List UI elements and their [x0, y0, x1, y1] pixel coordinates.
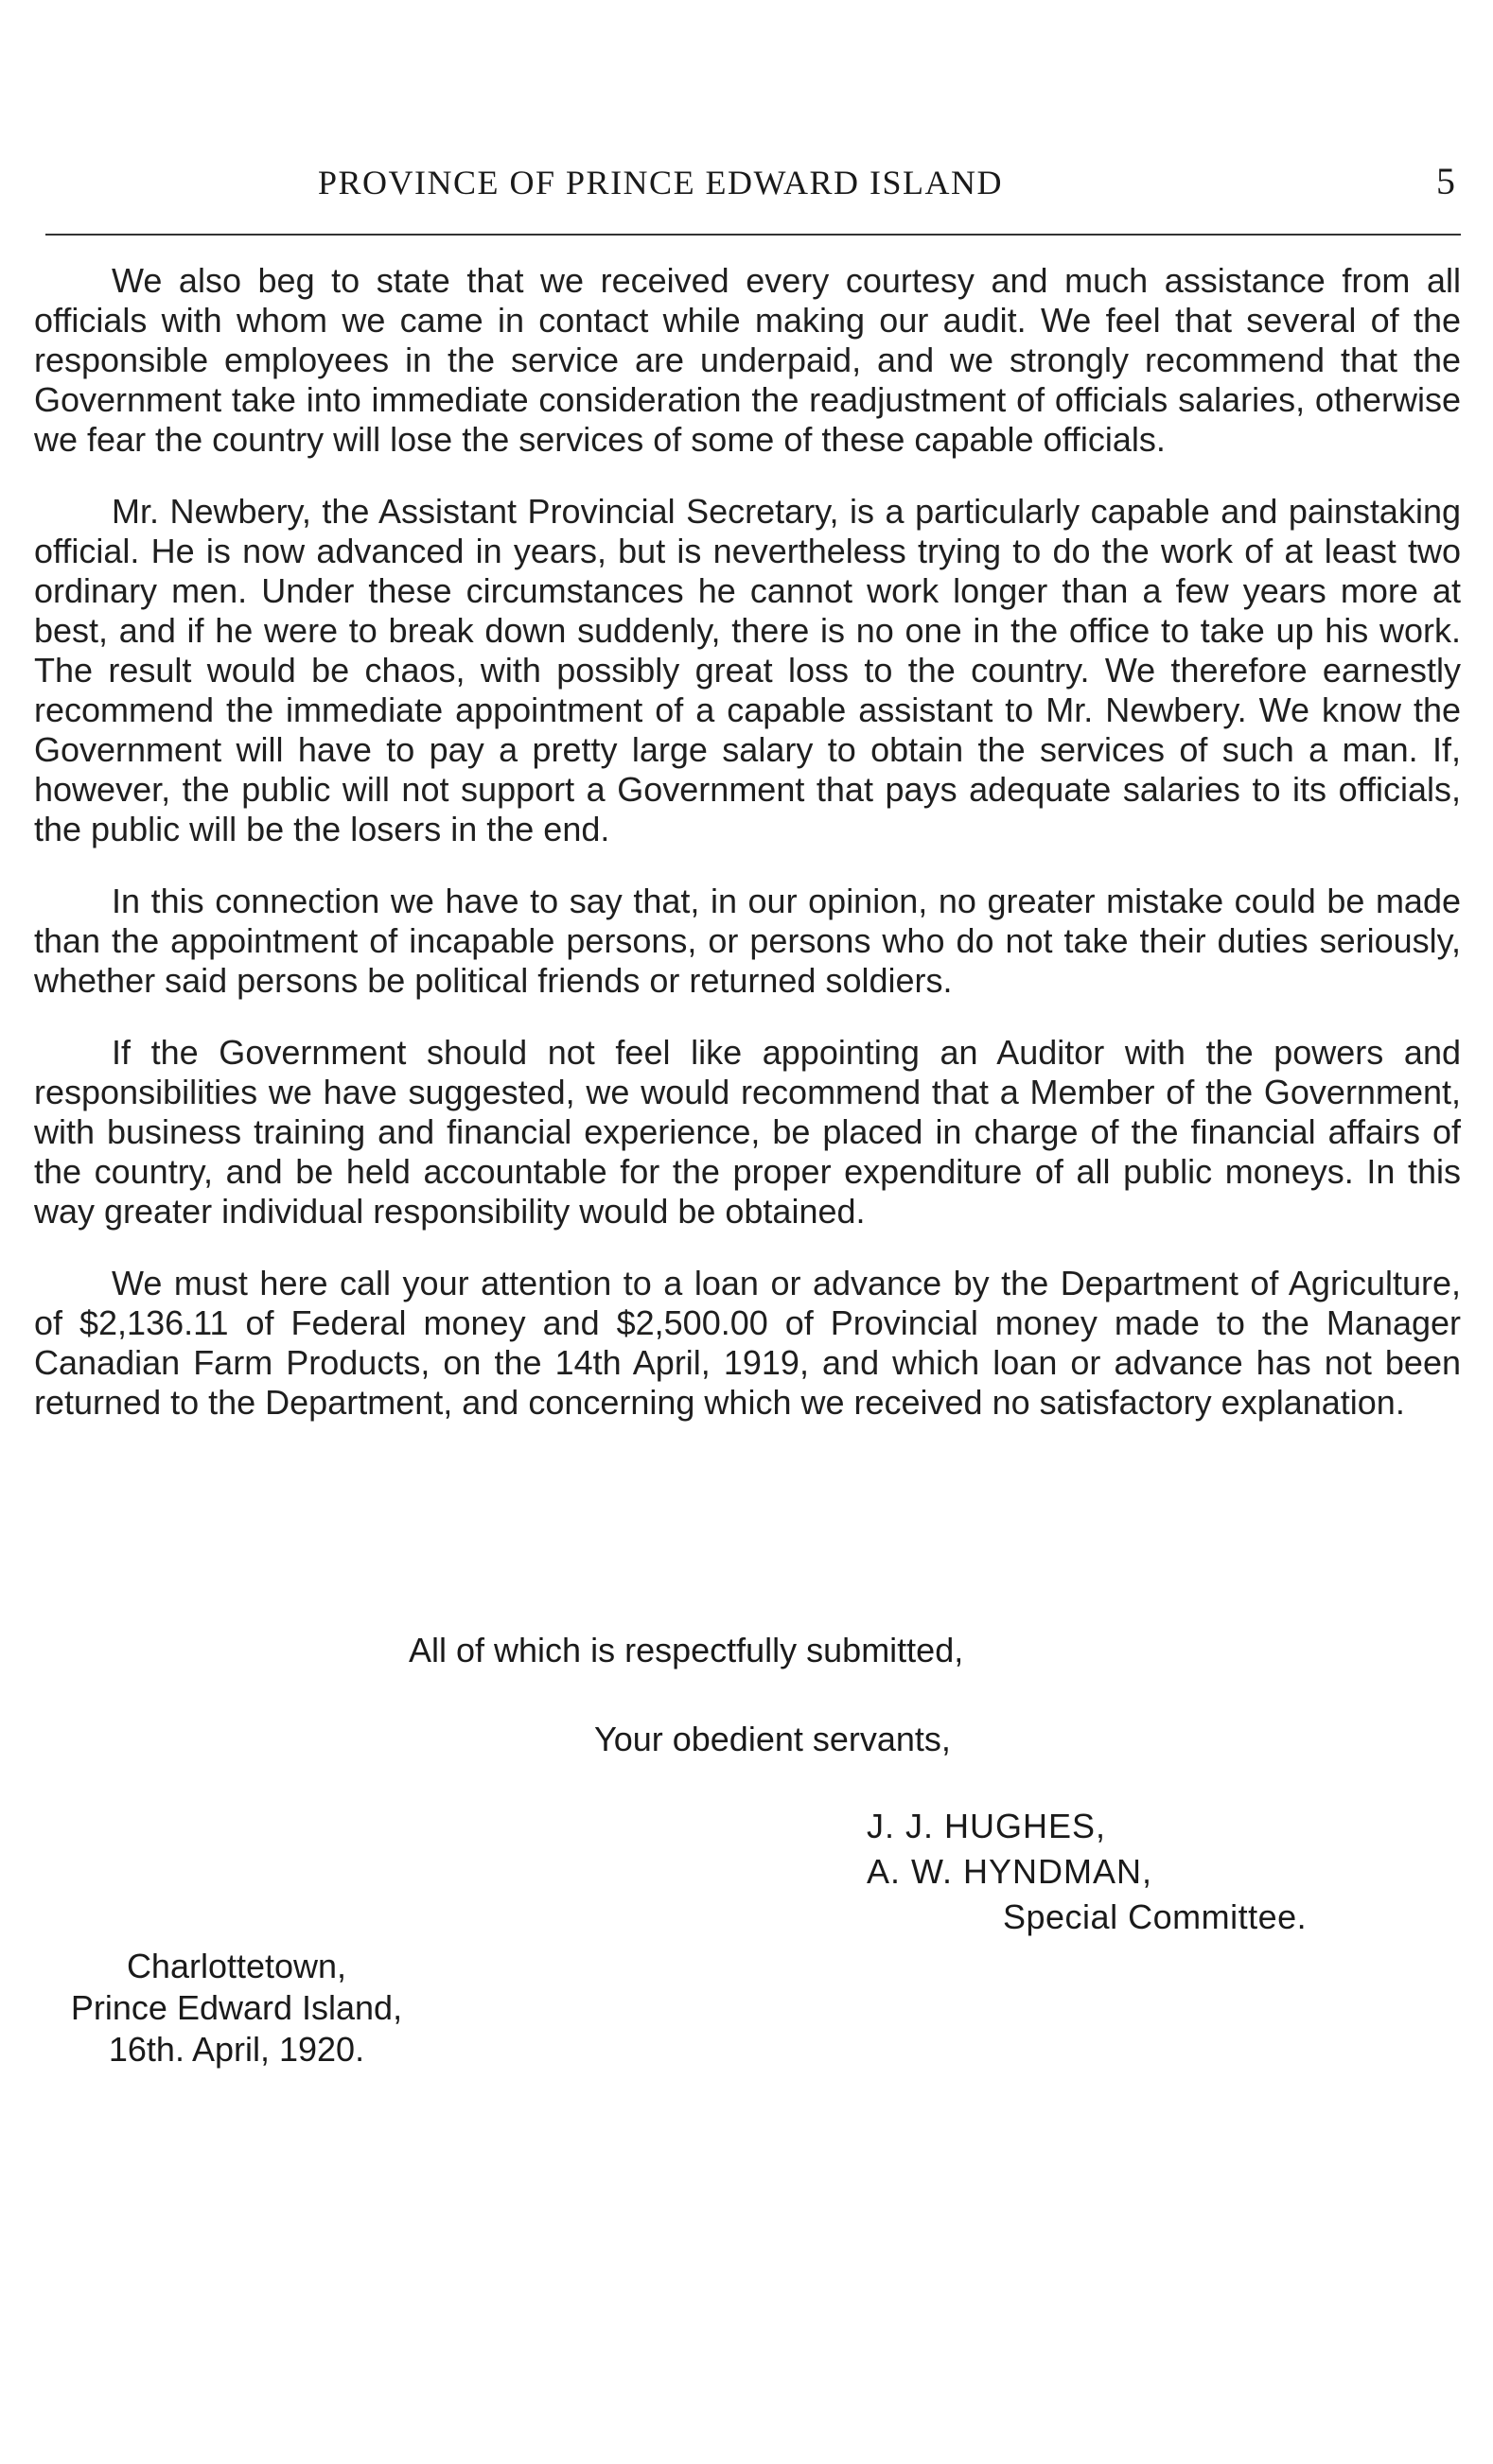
document-date: 16th. April, 1920. [108, 2030, 365, 2069]
running-title: PROVINCE OF PRINCE EDWARD ISLAND [318, 164, 1004, 201]
page-number: 5 [1436, 160, 1455, 202]
signature-hughes: J. J. HUGHES, [867, 1807, 1107, 1845]
page-header [34, 159, 1461, 206]
paragraph-loan: We must here call your attention to a loan or advance by the Department of Agriculture, of $2,136.11 of Federal money and $2,500.00 of Provincial money made to the Manager Canadian Farm Products, on the 14th April, 1919, and which loan or advance has not been returned to the Department, and concerning which we received no satisfactory explanation. [34, 1264, 1461, 1422]
paragraph-newbery: Mr. Newbery, the Assistant Provincial Secretary, is a particularly capable and painstaking official. He is now advanced in years, but is nevertheless trying to do the work of at least two ordinary men. Under these circumstances he cannot work longer than a few years more at best, and if he were to break down suddenly, there is no one in the office to take up his work. The result would be chaos, with possibly great loss to the country. We therefore earnestly recommend the immediate appointment of a capable assistant to Mr. Newbery. We know the Government will have to pay a pretty large salary to obtain the services of such a man. If, however, the public will not support a Government that pays adequate salaries to its officials, the public will be the losers in the end. [34, 492, 1461, 848]
committee-title: Special Committee. [1003, 1897, 1308, 1936]
place-province: Prince Edward Island, [70, 1988, 403, 2027]
paragraph-courtesy: We also beg to state that we received every courtesy and much assistance from all officials with whom we came in contact while making our audit. We feel that several of the responsible employees in the service are underpaid, and we strongly recommend that the Government take into immediate consideration the readjustment of officials salaries, otherwise we fear the country will lose the services of some of these capable officials. [34, 261, 1461, 459]
paragraph-appointments: In this connection we have to say that, in our opinion, no greater mistake could be made than the appointment of incapable persons, or persons who do not take their duties seriously, whether said persons be political friends or returned soldiers. [34, 882, 1461, 1000]
report-body [34, 261, 1461, 1455]
salutation-line: Your obedient servants, [594, 1720, 951, 1758]
closing-line: All of which is respectfully submitted, [409, 1631, 964, 1669]
paragraph-auditor: If the Government should not feel like appointing an Auditor with the powers and responsibilities we have suggested, we would recommend that a Member of the Government, with business training and financial experience, be placed in charge of the financial affairs of the country, and be held accountable for the proper expenditure of all public moneys. In this way greater individual responsibility would be obtained. [34, 1033, 1461, 1231]
header-rule [45, 234, 1461, 236]
signature-hyndman: A. W. HYNDMAN, [867, 1852, 1153, 1891]
place-city: Charlottetown, [126, 1947, 347, 1985]
